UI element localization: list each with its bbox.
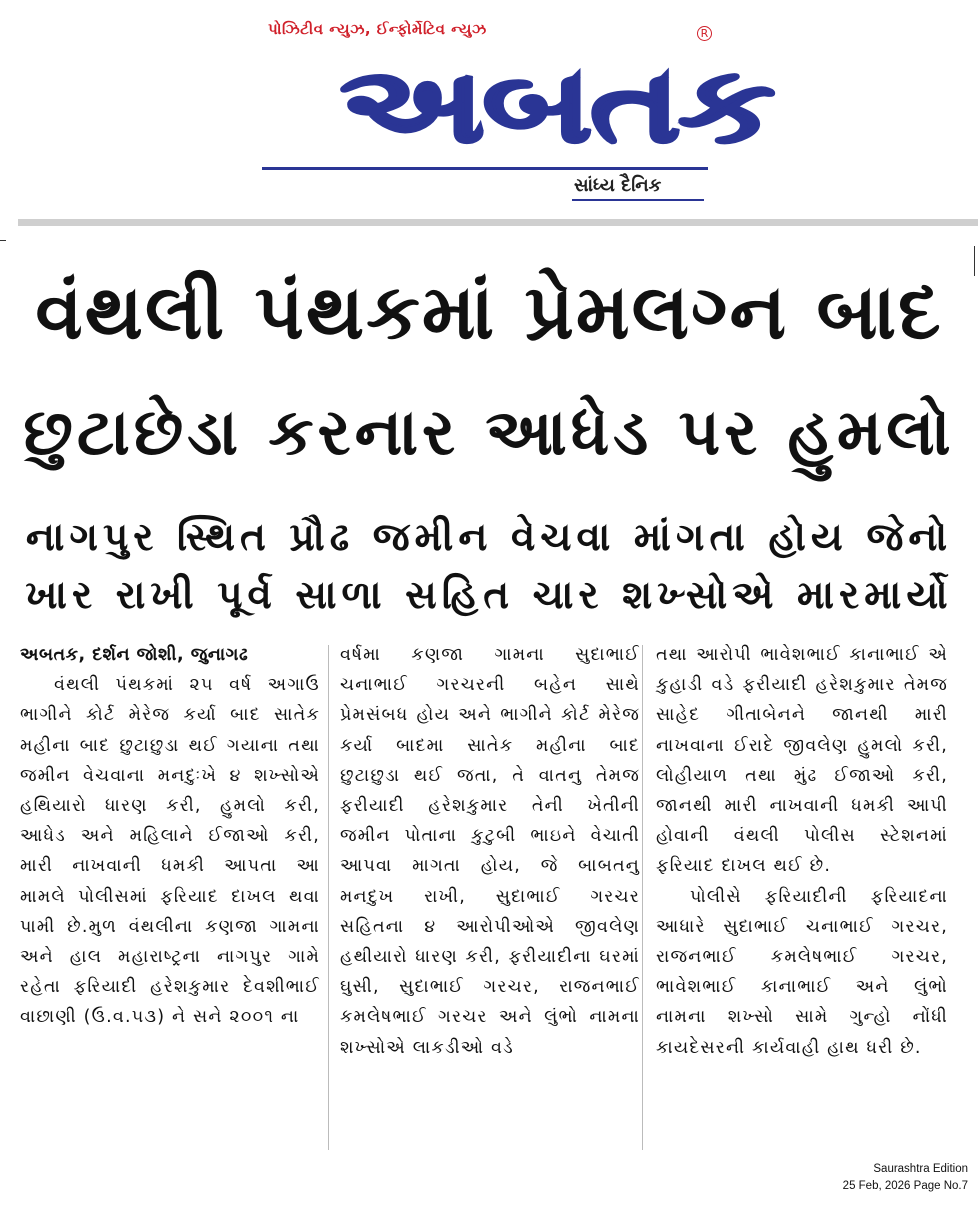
subheadline-line-2: ખાર રાખી પૂર્વ સાળા સહિત ચાર શખ્સોએ મારમાર્યો [25, 573, 953, 618]
column-1-body: વંથલી પંથકમાં ૨૫ વર્ષ અગાઉ ભાગીને કોર્ટ મેરેજ કર્યા બાદ સાતેક મહીના બાદ છુટાછુડા થઈ ગયાના તથા જમીન વેચવાના મનદુઃખે ૪ શખ્સોએ હથિયારો ધારણ કરી, હુમલો કરી, આધેડ અને મહિલાને ઈજાઓ કરી, મારી નાખવાની ધમકી આપતા આ મામલે પોલીસમાં ફરિયાદ દાખલ થવા પામી છે.મુળ વંથલીના કણજા ગામના અને હાલ મહારાષ્ટ્રના નાગપુર ગામે રહેતા ફરિયાદી હરેશકુમાર દેવશીભાઈ વાછાણી (ઉ.વ.૫૩) ને સને ૨૦૦૧ ના [20, 675, 320, 1028]
headline-line-2: છુટાછેડા કરનાર આધેડ પર હુમલો [23, 396, 955, 470]
footer-edition: Saurashtra Edition [873, 1163, 968, 1175]
article-column-1 [20, 640, 320, 1033]
column-divider-2 [642, 645, 643, 1150]
column-1-text [20, 670, 320, 1032]
registered-mark-icon: R [697, 26, 712, 41]
header-divider [18, 219, 978, 226]
column-3-paragraph-2 [656, 882, 948, 1063]
byline: અબતક, દર્શન જોશી, જુનાગઢ [20, 645, 249, 665]
column-divider-1 [328, 645, 329, 1150]
article-column-2 [340, 640, 640, 1063]
column-2-text: વર્ષમા કણજા ગામના સુદાભાઈ ચનાભાઈ ગરચરની બહેન સાથે પ્રેમસંબધ હોય અને ભાગીને કોર્ટ મેરેજ કર્યા બાદમા સાતેક મહીના બાદ છુટાછુડા થઈ જતા, તે વાતનુ તેમજ ફરીયાદી હરેશકુમાર તેની ખેતીની જમીન પોતાના કુટુબી ભાઇને વેચાતી આપવા માગતા હોય, જે બાબતનુ મનદુખ રાખી, સુદાભાઈ ગરચર સહિતના ૪ આરોપીઓએ જીવલેણ હથીયારો ધારણ કરી, ફરીયાદીના ઘરમાં ઘુસી, સુદાભાઈ ગરચર, રાજનભાઈ કમલેષભાઈ ગરચર અને લુંભો નામના શખ્સોએ લાકડીઓ વડે [340, 645, 640, 1058]
edition-type-underline [572, 199, 704, 201]
edition-type: સાંધ્ય દૈનિક [574, 175, 662, 196]
newspaper-logo: અબતક [340, 44, 773, 166]
footer-date-page: 25 Feb, 2026 Page No.7 [842, 1180, 968, 1192]
column-3-paragraph-1: તથા આરોપી ભાવેશભાઈ કાનાભાઈ એ કુહાડી વડે ફરીયાદી હરેશકુમાર તેમજ સાહેદ ગીતાબેનને જાનથી મારી નાખવાના ઈરાદે જીવલેણ હુમલો કરી, લોહીયાળ તથા મુંઢ ઈજાઓ કરી, જાનથી મારી નાખવાની ધમકી આપી હોવાની વંથલી પોલીસ સ્ટેશનમાં ફરિયાદ દાખલ થઈ છે. [656, 645, 948, 877]
masthead [0, 0, 978, 215]
logo-underline [262, 167, 708, 170]
crop-mark-left [0, 240, 6, 241]
column-3-paragraph-2-body: પોલીસે ફરિયાદીની ફરિયાદના આધારે સુદાભાઈ ચનાભાઈ ગરચર, રાજનભાઈ કમલેષભાઈ ગરચર, ભાવેશભાઈ કાનાભાઈ અને લુંભો નામના શખ્સો સામે ગુન્હો નોંધી કાયદેસરની કાર્યવાહી હાથ ધરી છે. [656, 886, 948, 1058]
masthead-tagline: પોઝિટીવ ન્યુઝ, ઈન્ફોર્મેટિવ ન્યુઝ [268, 20, 487, 38]
headline-line-1: વંથલી પંથકમાં પ્રેમલગ્ન બાદ [35, 267, 943, 356]
subheadline-line-1: નાગપુર સ્થિત પ્રૌઢ જમીન વેચવા માંગતા હોય જેનો [25, 515, 953, 560]
article-column-3 [656, 640, 948, 1063]
